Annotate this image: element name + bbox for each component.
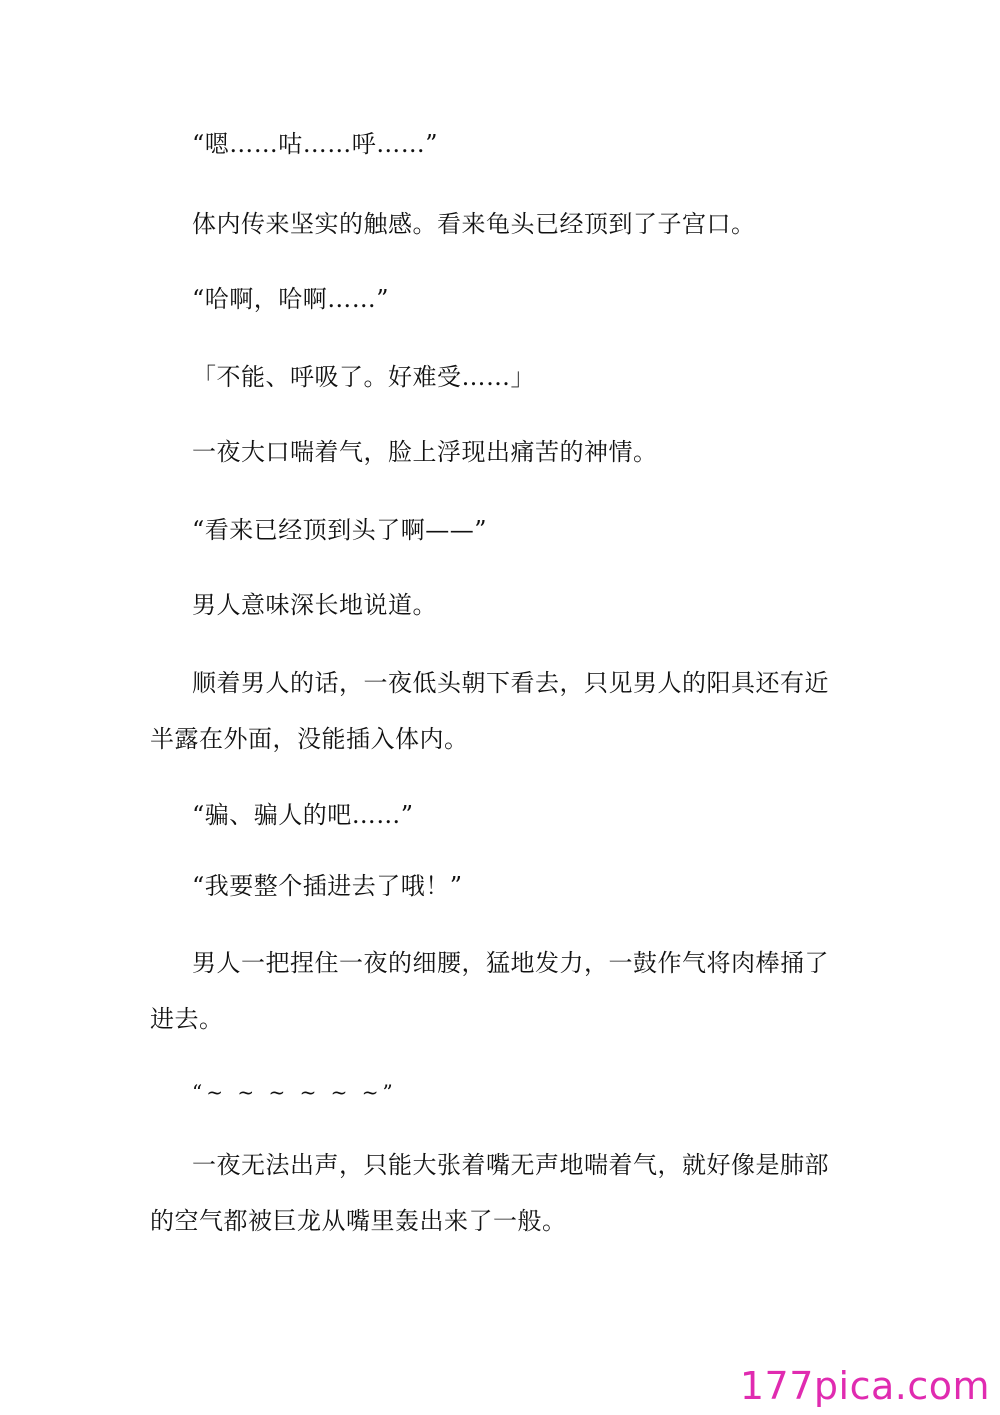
paragraph-9: “骗、骗人的吧……” [192, 801, 414, 829]
paragraph-13: 一夜无法出声，只能大张着嘴无声地喘着气，就好像是肺部的空气都被巨龙从嘴里轰出来了一般。 [150, 1151, 829, 1235]
paragraph-11: 男人一把捏住一夜的细腰，猛地发力，一鼓作气将肉棒捅了进去。 [150, 949, 829, 1033]
paragraph-12: “~ ~ ~ ~ ~ ~” [192, 1080, 397, 1104]
watermark: 177pica.com [739, 1364, 990, 1408]
paragraph-7: 男人意味深长地说道。 [192, 591, 437, 619]
paragraph-1: “嗯……咕……呼……” [192, 130, 439, 158]
paragraph-4: 「不能、呼吸了。好难受……」 [192, 363, 535, 391]
paragraph-2: 体内传来坚实的触感。看来龟头已经顶到了子宫口。 [192, 210, 756, 238]
paragraph-6: “看来已经顶到头了啊——” [192, 516, 488, 544]
paragraph-8: 顺着男人的话，一夜低头朝下看去，只见男人的阳具还有近半露在外面，没能插入体内。 [150, 669, 829, 753]
paragraph-10: “我要整个插进去了哦！” [192, 872, 463, 900]
paragraph-5: 一夜大口喘着气，脸上浮现出痛苦的神情。 [192, 438, 658, 466]
paragraph-3: “哈啊，哈啊……” [192, 285, 390, 313]
